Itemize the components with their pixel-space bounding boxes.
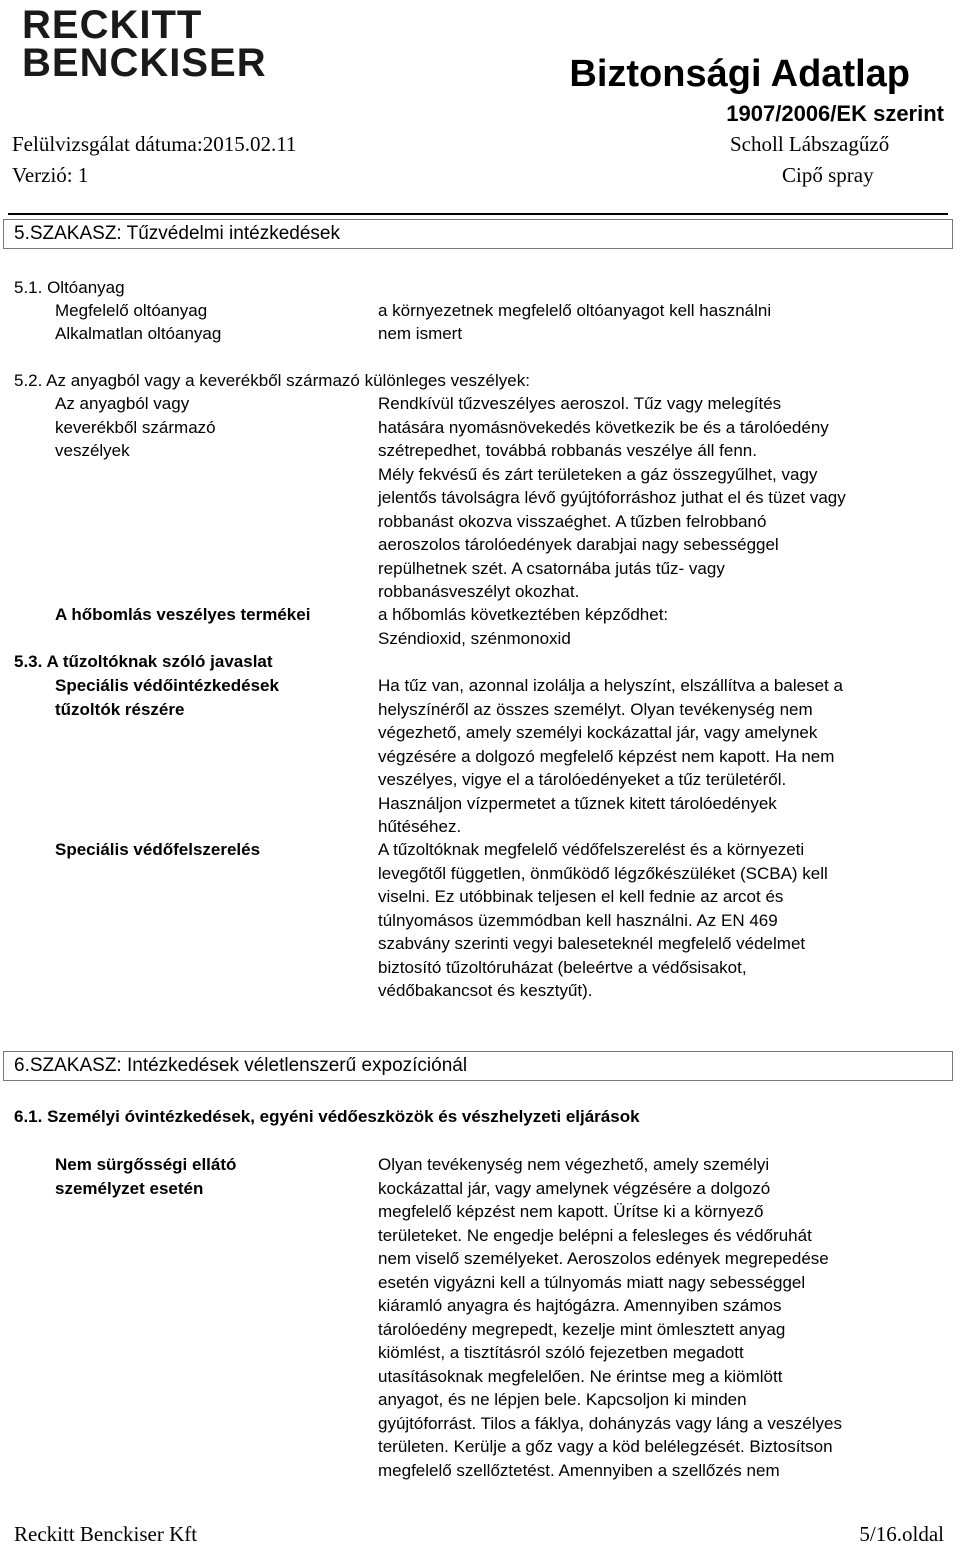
non-emergency-label: Nem sürgősségi ellátó személyzet esetén bbox=[55, 1155, 237, 1198]
unsuitable-media-value: nem ismert bbox=[378, 324, 463, 343]
regulation-reference: 1907/2006/EK szerint bbox=[726, 101, 944, 126]
suitable-media-label: Megfelelő oltóanyag bbox=[55, 301, 208, 320]
subsection-5-1-heading: 5.1. Oltóanyag bbox=[14, 278, 125, 297]
logo-line-1: RECKITT bbox=[22, 3, 203, 47]
suitable-media-value: a környezetnek megfelelő oltóanyagot kell használni bbox=[378, 301, 772, 320]
decomposition-label: A hőbomlás veszélyes termékei bbox=[55, 605, 311, 624]
section-6-title: 6.SZAKASZ: Intézkedések véletlenszerű expozíciónál bbox=[3, 1051, 953, 1081]
subsection-5-2-heading: 5.2. Az anyagból vagy a keverékből származó különleges veszélyek: bbox=[14, 371, 530, 390]
special-measures-label: Speciális védőintézkedések tűzoltók részére bbox=[55, 676, 279, 719]
special-equipment-label: Speciális védőfelszerelés bbox=[55, 840, 261, 859]
decomposition-text: a hőbomlás következtében képződhet: Széndioxid, szénmonoxid bbox=[378, 605, 669, 648]
document-title: Biztonsági Adatlap bbox=[569, 53, 910, 95]
special-measures-text: Ha tűz van, azonnal izolálja a helyszínt, elszállítva a baleset a helyszínéről az összes személyt. Olyan tevékenység nem végezhető, amely személyi kockázattal jár, vagy amelynek végzésére a dolgozó megfelelő képzést nem kapott. Ha nem veszélyes, vigye el a tárolóedényeket a tűz területéről. Használjon vízpermetet a tűznek kitett tárolóedények hűtéséhez. bbox=[378, 676, 843, 836]
special-equipment-text: A tűzoltóknak megfelelő védőfelszerelést és a környezeti levegőtől független, önműködő légzőkészüléket (SCBA) kell viselni. Ez utóbbinak teljesen el kell fednie az arcot és túlnyomásos üzemmódban kell használni. Az EN 469 szabvány szerinti vegyi baleseteknél megfelelő védelmet biztosító tűzoltóruházat (beleértve a védősisakot, védőbakancsot és kesztyűt). bbox=[378, 840, 828, 1000]
version: Verzió: 1 bbox=[12, 163, 89, 187]
unsuitable-media-label: Alkalmatlan oltóanyag bbox=[55, 324, 222, 343]
product-type: Cipő spray bbox=[782, 163, 874, 187]
hazards-text: Rendkívül tűzveszélyes aeroszol. Tűz vagy melegítés hatására nyomásnövekedés következik be és a tárolóedény szétrepedhet, továbbá robbanás veszélye áll fenn. Mély fekvésű és zárt területeken a gáz összegyűlhet, vagy jelentős távolságra lévő gyújtóforráshoz juthat el és tüzet vagy robbanást okozva visszaéghet. A tűzben felrobbanó aeroszolos tárolóedények darabjai nagy sebességgel repülhetnek szét. A csatornába jutás tűz- vagy robbanásveszélyt okozhat. bbox=[378, 394, 846, 601]
header-divider bbox=[8, 213, 948, 215]
logo-line-2: BENCKISER bbox=[22, 41, 267, 85]
footer-company: Reckitt Benckiser Kft bbox=[14, 1522, 198, 1546]
section-5-title: 5.SZAKASZ: Tűzvédelmi intézkedések bbox=[3, 219, 953, 249]
non-emergency-text: Olyan tevékenység nem végezhető, amely személyi kockázattal jár, vagy amelynek végzésére a dolgozó megfelelő képzést nem kapott. Ürítse ki a környező területeket. Ne engedje belépni a felesleges és védőruhát nem viselő személyeket. Aeroszolos edények megrepedése esetén vigyázni kell a túlnyomás miatt nagy sebességgel kiáramló anyagra és hajtógázra. Amennyiben számos tárolóedény megrepedt, kezelje mint ömlesztett anyag kiömlést, a tisztításról szóló fejezetben megadott utasításoknak megfelelően. Ne érintse meg a kiömlött anyagot, és ne lépjen bele. Kapcsoljon ki minden gyújtóforrást. Tilos a fáklya, dohányzás vagy láng a veszélyes területen. Kerülje a gőz vagy a köd belélegzését. Biztosítson megfelelő szellőztetést. Amennyiben a szellőzés nem bbox=[378, 1155, 842, 1480]
subsection-5-3-heading: 5.3. A tűzoltóknak szóló javaslat bbox=[14, 652, 273, 671]
subsection-6-1-heading: 6.1. Személyi óvintézkedések, egyéni védőeszközök és vészhelyzeti eljárások bbox=[14, 1107, 640, 1126]
product-name: Scholl Lábszagűző bbox=[730, 132, 890, 156]
company-logo bbox=[22, 3, 267, 88]
hazards-label: Az anyagból vagy keverékből származó veszélyek bbox=[55, 394, 216, 460]
review-date: Felülvizsgálat dátuma:2015.02.11 bbox=[12, 132, 297, 156]
page-number: 5/16.oldal bbox=[859, 1522, 944, 1546]
